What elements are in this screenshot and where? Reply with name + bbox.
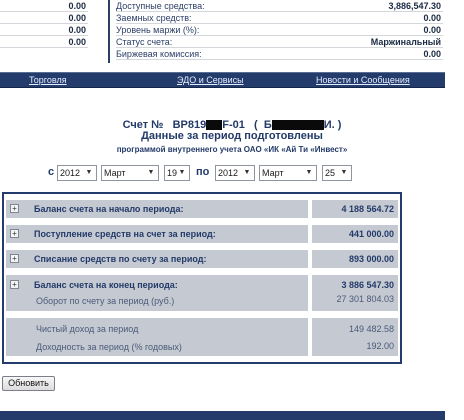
footer-bar	[0, 411, 445, 420]
summary-row-borrowed-funds	[116, 12, 443, 24]
from-day-select[interactable]	[164, 165, 190, 181]
summary-divider	[108, 0, 110, 63]
summary-label: Уровень маржи (%):	[116, 25, 200, 35]
page-subtitle: программой внутреннего учета ОАО «ИК «Ай Ти «Инвест»	[116, 145, 348, 154]
row-value: 893 000.00	[348, 254, 394, 264]
summary-value: Маржинальный	[370, 37, 441, 47]
account-number-start: BP819	[172, 119, 207, 131]
row-value: 192.00	[366, 341, 394, 351]
summary-value: 0.00	[423, 25, 441, 35]
to-year-select[interactable]	[215, 165, 255, 181]
row-label: Списание средств по счету за период:	[34, 254, 207, 264]
to-year-value: 2012	[218, 168, 239, 178]
summary-label: Биржевая комиссия:	[116, 49, 202, 59]
summary-value: 3,886,547.30	[388, 1, 441, 11]
nav-link-news[interactable]: Новости и Сообщения	[316, 75, 410, 85]
to-month-value: Март	[262, 168, 284, 178]
account-paren-open: (	[254, 119, 258, 131]
table-row-income	[6, 318, 398, 356]
expand-plus-icon[interactable]: +	[10, 280, 19, 289]
account-name-start: Б	[263, 119, 272, 131]
row-subvalue: 27 301 804.03	[336, 294, 394, 304]
period-selector	[48, 165, 408, 181]
page-title: Данные за период подготовлены	[141, 130, 323, 142]
row-label-cell	[6, 200, 306, 218]
row-value: 441 000.00	[348, 229, 394, 239]
row-label: Баланс счета на конец периода:	[34, 280, 178, 290]
nav-link-services[interactable]: ЭДО и Сервисы	[177, 75, 244, 85]
summary-value: 0.00	[423, 49, 441, 59]
row-value-cell	[312, 275, 398, 311]
table-row-opening-balance	[6, 200, 398, 218]
redacted-account-digits	[206, 120, 222, 130]
summary-left-value: 0.00	[0, 24, 88, 36]
row-value-cell	[312, 318, 398, 356]
row-value-cell	[312, 225, 398, 243]
refresh-button[interactable]: Обновить	[2, 376, 55, 391]
expand-plus-icon[interactable]: +	[10, 204, 19, 213]
summary-value: 0.00	[423, 13, 441, 23]
to-day-select[interactable]	[322, 165, 352, 181]
row-value-cell	[312, 250, 398, 268]
table-row-inflow	[6, 225, 398, 243]
summary-label: Доступные средства:	[116, 1, 205, 11]
expand-plus-icon[interactable]: +	[10, 229, 19, 238]
summary-left-column	[0, 0, 88, 48]
account-prefix: Счет №	[122, 119, 164, 131]
from-month-select[interactable]	[101, 165, 159, 181]
summary-label: Статус счета:	[116, 37, 173, 47]
row-label: Доходность за период (% годовых)	[36, 342, 182, 352]
row-value: 4 188 564.72	[341, 204, 394, 214]
to-day-value: 25	[325, 168, 336, 178]
summary-row-available-funds	[116, 0, 443, 12]
row-value: 149 482.58	[348, 324, 394, 334]
row-label-cell	[6, 250, 306, 268]
row-label: Чистый доход за период	[36, 324, 139, 334]
summary-row-account-status	[116, 36, 443, 48]
summary-left-value: 0.00	[0, 12, 88, 24]
chevron-down-icon: ▼	[147, 169, 155, 176]
row-label-cell	[6, 275, 306, 311]
summary-left-value: 0.00	[0, 0, 88, 12]
row-label: Баланс счета на начало периода:	[34, 204, 184, 214]
period-to-label: по	[196, 166, 210, 178]
redacted-account-name	[272, 120, 324, 130]
summary-row-exchange-fee	[116, 48, 443, 60]
account-number-end: F-01	[222, 119, 245, 131]
from-year-select[interactable]	[57, 165, 97, 181]
row-label: Поступление средств на счет за период:	[34, 229, 216, 239]
chevron-down-icon: ▼	[305, 169, 313, 176]
summary-left-value: 0.00	[0, 36, 88, 48]
expand-plus-icon[interactable]: +	[10, 254, 19, 263]
from-day-value: 19	[167, 168, 178, 178]
chevron-down-icon: ▼	[85, 169, 93, 176]
table-row-outflow	[6, 250, 398, 268]
row-sublabel: Оборот по счету за период (руб.)	[36, 296, 175, 306]
row-label-cell	[6, 318, 306, 356]
from-month-value: Март	[104, 168, 126, 178]
chevron-down-icon: ▼	[243, 169, 251, 176]
chevron-down-icon: ▼	[340, 169, 348, 176]
row-value: 3 886 547.30	[341, 280, 394, 290]
account-summary	[0, 0, 445, 63]
summary-row-margin-level	[116, 24, 443, 36]
table-row-closing-balance	[6, 275, 398, 311]
account-name-end: И. )	[323, 119, 342, 131]
row-label-cell	[6, 225, 306, 243]
summary-label: Заемных средств:	[116, 13, 192, 23]
period-data-table	[2, 192, 402, 364]
to-month-select[interactable]	[259, 165, 317, 181]
nav-link-trading[interactable]: Торговля	[29, 75, 67, 85]
period-from-label: с	[48, 166, 55, 178]
from-year-value: 2012	[60, 168, 81, 178]
row-value-cell	[312, 200, 398, 218]
main-nav-bar	[0, 72, 445, 88]
summary-right-column	[116, 0, 443, 60]
chevron-down-icon: ▼	[178, 169, 186, 176]
